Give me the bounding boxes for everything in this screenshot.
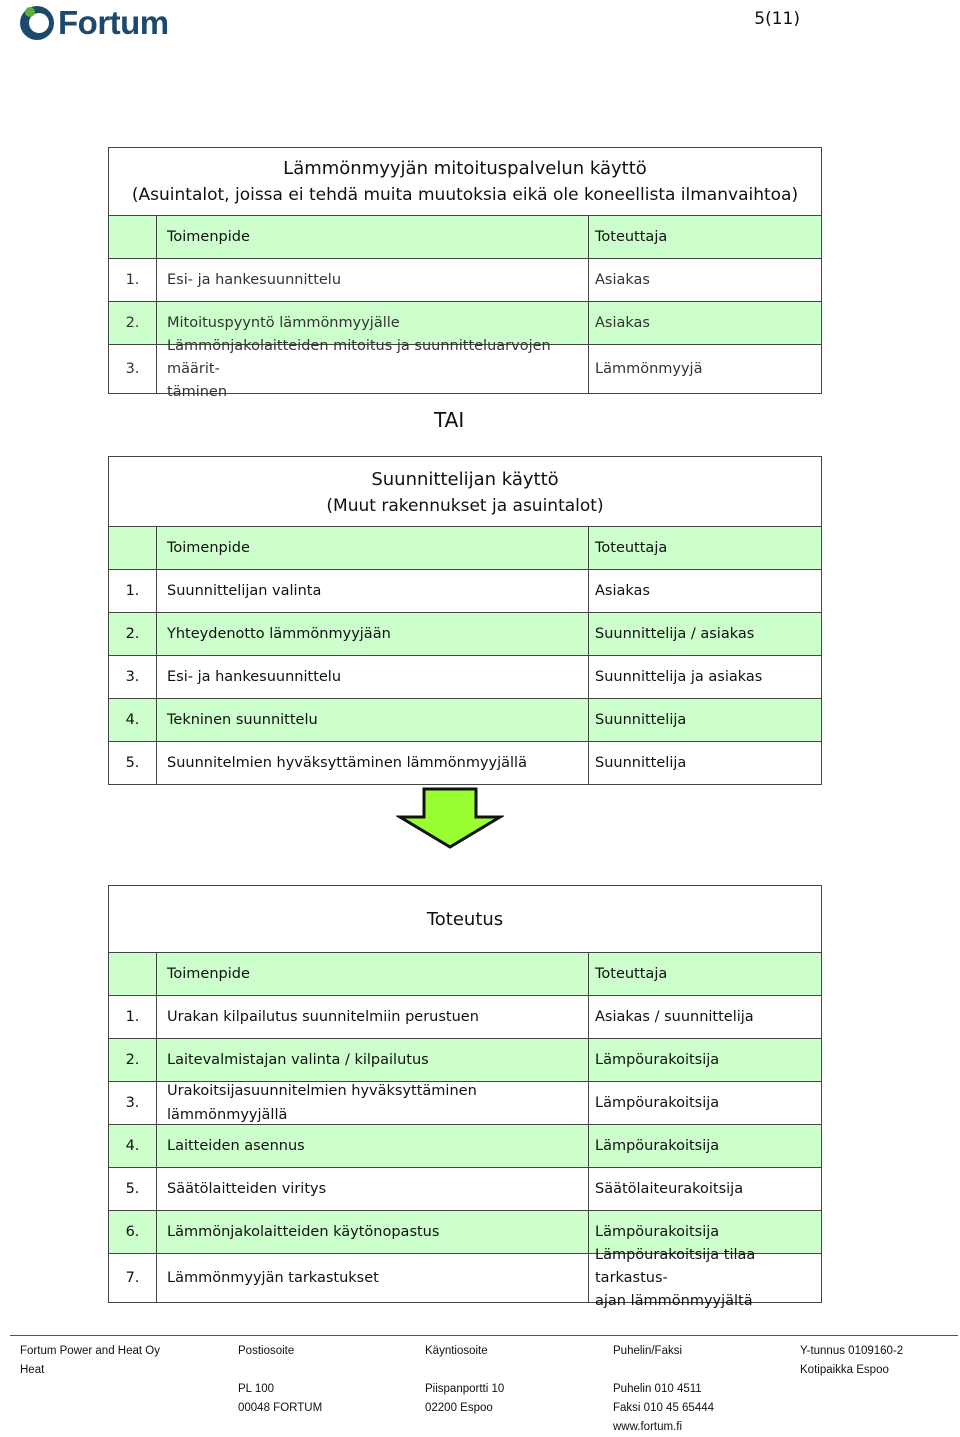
table1-header <box>109 148 821 216</box>
col-actor: Toteuttaja <box>595 540 668 556</box>
table1-subtitle: (Asuintalot, joissa ei tehdä muita muutoksia eikä ole koneellista ilmanvaihtoa) <box>131 185 799 205</box>
table-mitoituspalvelu <box>108 147 822 400</box>
table-row: 5. Suunnitelmien hyväksyttäminen lämmönmyyjällä Suunnittelija <box>109 742 821 784</box>
page-number: 5(11) <box>754 9 800 29</box>
table-row: 1. Urakan kilpailutus suunnitelmiin perustuen Asiakas / suunnittelija <box>109 996 821 1039</box>
table-row: 1. Suunnittelijan valinta Asiakas <box>109 570 821 613</box>
footer-ids: Y-tunnus 0109160-2 Kotipaikka Espoo <box>800 1345 904 1376</box>
down-arrow-icon <box>396 787 504 849</box>
fortum-logo <box>18 2 218 44</box>
table-row: 3. Urakoitsijasuunnitelmien hyväksyttäminen lämmönmyyjällä Lämpöurakoitsija <box>109 1082 821 1125</box>
table2-subtitle: (Muut rakennukset ja asuintalot) <box>326 496 604 516</box>
table1-column-header <box>109 216 821 259</box>
table-row: 2. Yhteydenotto lämmönmyyjään Suunnittelija / asiakas <box>109 613 821 656</box>
col-actor: Toteuttaja <box>595 966 668 982</box>
table-row: 2. Laitevalmistajan valinta / kilpailutus Lämpöurakoitsija <box>109 1039 821 1082</box>
table-row: 3. Lämmönjakolaitteiden mitoitus ja suunnitteluarvojen määrit- täminen Lämmönmyyjä <box>109 345 821 393</box>
table-row: 4. Laitteiden asennus Lämpöurakoitsija <box>109 1125 821 1168</box>
table1-title: Lämmönmyyjän mitoituspalvelun käyttö <box>283 158 647 179</box>
table-row: 5. Säätölaitteiden viritys Säätölaiteurakoitsija <box>109 1168 821 1211</box>
table-row: 6. Lämmönjakolaitteiden käytönopastus Lämpöurakoitsija <box>109 1211 821 1254</box>
table2-header <box>109 457 821 527</box>
footer-divider <box>10 1335 958 1336</box>
table-row: 1. Esi- ja hankesuunnittelu Asiakas <box>109 259 821 302</box>
footer-company: Fortum Power and Heat Oy Heat <box>20 1345 160 1376</box>
fortum-logo-icon <box>18 2 56 42</box>
col-actor: Toteuttaja <box>595 229 668 245</box>
col-action: Toimenpide <box>157 953 589 995</box>
table3-column-header <box>109 953 821 996</box>
tai-label: TAI <box>434 408 465 432</box>
table-suunnittelija <box>108 456 822 785</box>
footer-postal: Postiosoite PL 100 00048 FORTUM <box>238 1345 323 1414</box>
table2-title: Suunnittelijan käyttö <box>371 469 559 490</box>
table3-header <box>109 886 821 953</box>
table-row: 4. Tekninen suunnittelu Suunnittelija <box>109 699 821 742</box>
table-row: 3. Esi- ja hankesuunnittelu Suunnittelija ja asiakas <box>109 656 821 699</box>
table2-column-header <box>109 527 821 570</box>
table-row: 7. Lämmönmyyjän tarkastukset Lämpöurakoitsija tilaa tarkastus- ajan lämmönmyyjältä <box>109 1254 821 1302</box>
table-row: 2. Mitoituspyyntö lämmönmyyjälle Asiakas <box>109 302 821 345</box>
col-action: Toimenpide <box>157 527 589 569</box>
table3-title: Toteutus <box>426 908 504 930</box>
footer-website-link[interactable]: www.fortum.fi <box>613 1421 683 1433</box>
logo-text: Fortum <box>58 4 169 41</box>
footer-phone: Puhelin/Faksi Puhelin 010 4511 Faksi 010 45 65444 www.fortum.fi <box>613 1342 714 1437</box>
col-action: Toimenpide <box>157 216 589 258</box>
table-toteutus <box>108 885 822 1309</box>
footer-visiting: Käyntiosoite Piispanportti 10 02200 Espoo <box>425 1345 505 1414</box>
